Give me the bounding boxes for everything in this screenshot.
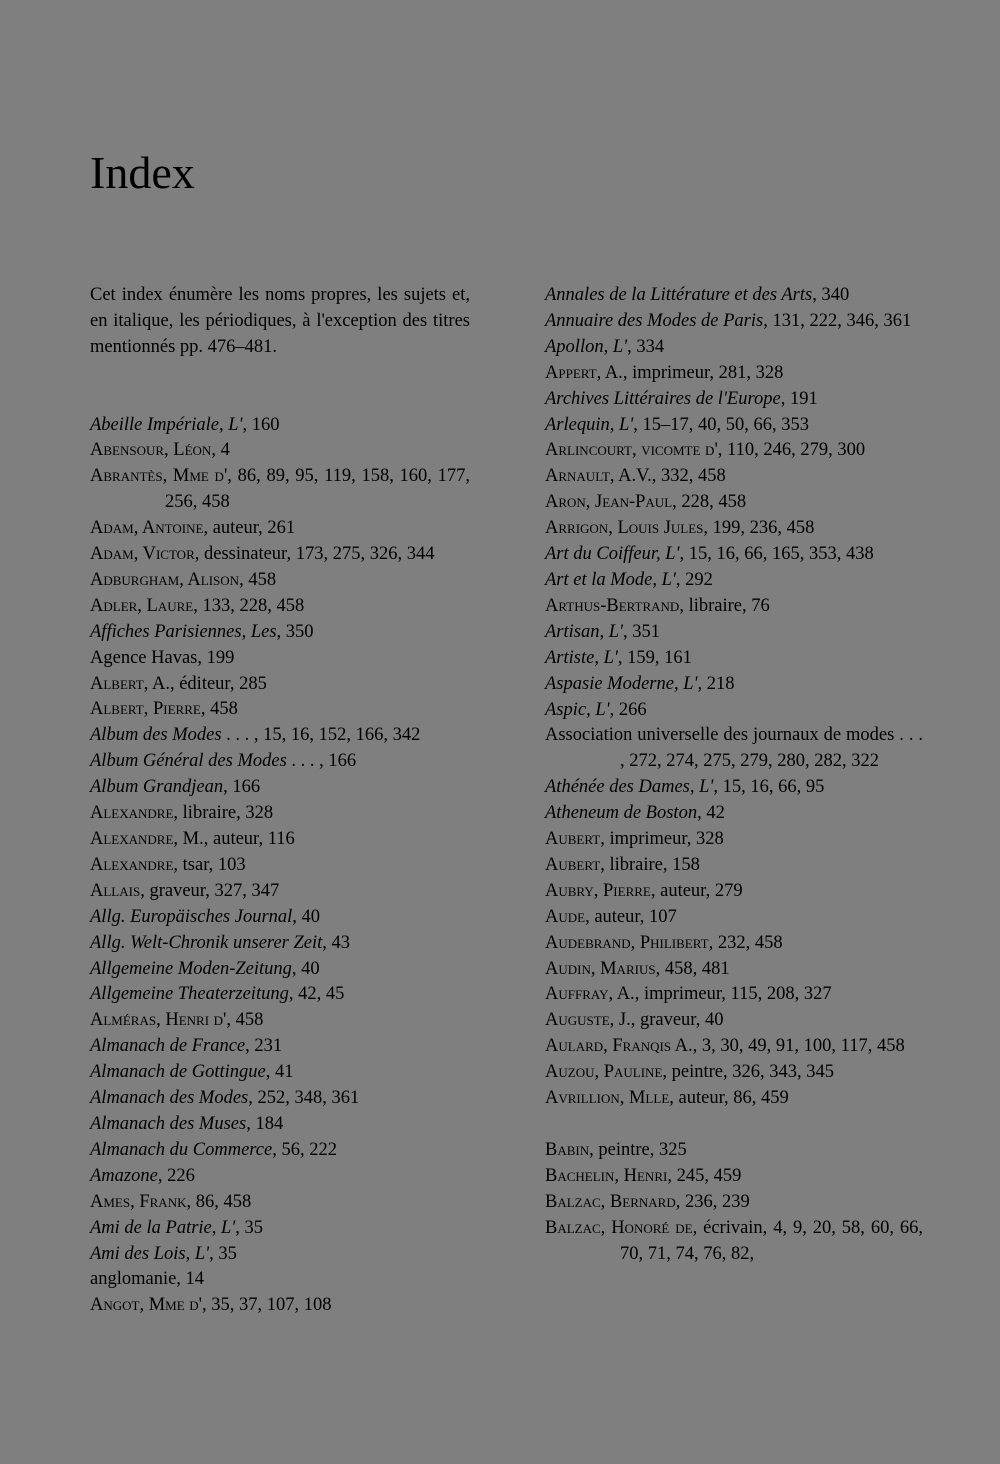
index-entry-rest: , peintre, 325	[589, 1139, 687, 1160]
index-entry	[90, 1293, 470, 1319]
index-entry	[90, 413, 470, 439]
index-entry	[90, 1034, 470, 1060]
index-entry	[545, 464, 923, 490]
index-entry-sc: Adler, Laure	[90, 595, 194, 616]
index-entry	[90, 775, 470, 801]
index-entry-italic: Art et la Mode, L'	[545, 569, 676, 590]
index-entry-italic: Amazone	[90, 1165, 158, 1186]
index-entry	[90, 1086, 470, 1112]
index-entry-sc: Arlincourt, vicomte d'	[545, 440, 718, 461]
index-entry-rest: , 160	[242, 414, 280, 435]
index-entry-rest: , 133, 228, 458	[193, 595, 305, 616]
index-entry	[90, 827, 470, 853]
index-entry-sc: Alexandre	[90, 854, 174, 875]
index-entry-rest: , 35	[235, 1217, 264, 1238]
index-entry-italic: Almanach du Commerce	[90, 1139, 273, 1160]
index-entry	[545, 620, 923, 646]
index-entry	[90, 801, 470, 827]
index-intro: Cet index énumère les noms propres, les sujets et, en italique, les périodiques, à l'exception des titres mentionnés pp. 476–481.	[90, 285, 470, 357]
index-entry	[545, 931, 923, 957]
index-entry-sc: Balzac, Honoré de	[545, 1217, 693, 1238]
index-entry	[545, 672, 923, 698]
index-entry-plain: Agence Havas, 199	[90, 647, 235, 668]
index-entry	[90, 672, 470, 698]
index-entry	[90, 1267, 470, 1293]
index-entry	[545, 853, 923, 879]
index-entry-rest: . . . , 166	[286, 751, 357, 772]
index-entry	[90, 982, 470, 1008]
index-entry	[90, 542, 470, 568]
index-entry-italic: Allg. Europäisches Journal	[90, 906, 293, 927]
index-entry-sc: Audebrand, Philibert	[545, 932, 709, 953]
index-entry-rest: , auteur, 116	[203, 829, 295, 849]
index-entry	[545, 879, 923, 905]
index-entry-rest: , libraire, 158	[600, 854, 700, 875]
index-entry-italic: Allgemeine Theaterzeitung	[90, 984, 289, 1005]
index-entry-sc: Aubry, Pierre	[545, 880, 651, 901]
index-entry-sc: Abrantès, Mme d'	[90, 466, 228, 487]
index-entry-italic: Almanach de France	[90, 1036, 246, 1057]
index-entry	[90, 438, 470, 464]
index-entry-rest: , 86, 458	[186, 1191, 252, 1212]
index-entry-rest: , auteur, 261	[203, 518, 296, 539]
index-entry	[545, 283, 923, 309]
index-entry	[545, 1086, 923, 1112]
index-entry-rest: , libraire, 76	[679, 595, 770, 616]
page-title: Index	[90, 147, 195, 198]
index-entry-italic: Almanach des Modes	[90, 1088, 249, 1109]
index-entry-rest: , 56, 222	[272, 1139, 337, 1160]
index-entry	[545, 1034, 923, 1060]
index-entry-italic: Almanach de Gottingue	[90, 1062, 266, 1083]
index-entry	[90, 1190, 470, 1216]
index-entry-italic: Art du Coiffeur, L'	[545, 544, 680, 565]
index-entry	[90, 697, 470, 723]
index-entry	[545, 1060, 923, 1086]
index-entry	[90, 1216, 470, 1242]
index-entry	[545, 542, 923, 568]
index-entry-sc: Arnault, A.V.	[545, 466, 652, 487]
index-entry-italic: Album Grandjean	[90, 777, 224, 798]
index-entry	[545, 1008, 923, 1034]
index-entry-italic: Affiches Parisiennes, Les	[90, 621, 277, 642]
index-entry	[545, 982, 923, 1008]
index-entry	[545, 1216, 923, 1268]
index-entry-rest: , imprimeur, 115, 208, 327	[634, 984, 832, 1005]
index-entry	[90, 1138, 470, 1164]
index-entry-rest: , tsar, 103	[173, 854, 246, 875]
index-entry-rest: , 4	[211, 440, 230, 461]
index-entry-italic: Allgemeine Moden-Zeitung	[90, 958, 292, 979]
index-entry-rest: , 334	[627, 336, 665, 357]
index-entry-sc: Adam, Antoine	[90, 518, 204, 539]
index-entry	[90, 1008, 470, 1034]
index-entry-rest: , éditeur, 285	[169, 673, 267, 694]
index-entry-sc: Babin	[545, 1139, 590, 1160]
index-entry-rest: , 350	[276, 621, 314, 642]
index-entry-italic: Archives Littéraires de l'Europe	[545, 388, 781, 409]
index-entry	[90, 931, 470, 957]
index-entry-rest: , 41	[265, 1062, 294, 1083]
index-entry	[545, 775, 923, 801]
index-entry-sc: Appert, A.	[545, 362, 623, 383]
index-entry-rest: , 159, 161	[617, 647, 692, 668]
index-entry-rest: , 218	[697, 673, 735, 694]
index-entry	[90, 516, 470, 542]
index-entry-rest: , écrivain, 4, 9, 20, 58, 60, 66, 70, 71, 74, 76, 82,	[620, 1217, 923, 1264]
index-entry-rest: , 42	[697, 803, 725, 824]
index-entry-rest: , 458	[226, 1010, 264, 1031]
index-entry-rest: , 266	[609, 699, 647, 720]
index-entry	[545, 438, 923, 464]
index-entry-rest: , 131, 222, 346, 361	[763, 310, 912, 331]
index-entry	[90, 879, 470, 905]
index-entry-rest: , 458	[239, 569, 277, 590]
index-entry-rest: , 458	[200, 699, 238, 720]
index-entry-italic: Almanach des Muses	[90, 1113, 247, 1134]
index-entry-sc: Aubert	[545, 854, 601, 875]
index-entry	[545, 723, 923, 775]
index-entry-sc: Alexandre, M.	[90, 829, 204, 849]
index-entry	[90, 464, 470, 516]
index-entry-sc: Audin, Marius	[545, 958, 656, 979]
index-entry-italic: Apollon, L'	[545, 336, 628, 357]
index-entry-rest: , 228, 458	[672, 492, 747, 513]
index-entry-sc: Adburgham, Alison	[90, 569, 240, 590]
index-entry-rest: , 340	[812, 285, 850, 305]
index-entry-sc: Auguste, J.	[545, 1010, 631, 1031]
index-entry-italic: Annales de la Littérature et des Arts	[545, 285, 813, 305]
index-entry-sc: Adam, Victor	[90, 544, 195, 565]
index-entry-italic: Ami des Lois, L'	[90, 1243, 210, 1264]
index-entry	[90, 853, 470, 879]
index-entry-rest: . . . , 15, 16, 152, 166, 342	[221, 725, 421, 746]
index-entry-rest: , 199, 236, 458	[703, 518, 815, 539]
index-entry	[90, 749, 470, 775]
index-entry-sc: Arthus-Bertrand	[545, 595, 680, 616]
index-entry-italic: Album des Modes	[90, 725, 222, 746]
index-entry-sc: Aron, Jean-Paul	[545, 492, 673, 513]
index-entry-rest: , 15, 16, 66, 165, 353, 438	[679, 544, 874, 565]
index-entry-rest: , libraire, 328	[173, 803, 274, 824]
index-entry-rest: , 40	[292, 906, 321, 927]
index-entry-rest: , 35, 37, 107, 108	[202, 1295, 332, 1316]
index-entry-sc: Albert, Pierre	[90, 699, 201, 720]
index-entry-rest: , 332, 458	[651, 466, 726, 487]
index-entry	[90, 568, 470, 594]
index-entry	[90, 723, 470, 749]
index-entry-rest: , auteur, 86, 459	[669, 1088, 789, 1109]
index-entry-sc: Balzac, Bernard	[545, 1191, 676, 1212]
index-entry-sc: Bachelin, Henri	[545, 1165, 668, 1186]
index-entry-rest: , auteur, 107	[585, 906, 677, 927]
index-entry-sc: Aude	[545, 906, 586, 927]
index-entry-sc: Abensour, Léon	[90, 440, 212, 461]
index-entry-rest: , 236, 239	[675, 1191, 750, 1212]
index-entry	[545, 905, 923, 931]
index-entry-sc: Alméras, Henri d'	[90, 1010, 227, 1031]
index-entry-italic: Atheneum de Boston	[545, 803, 698, 824]
index-entry-plain: anglomanie, 14	[90, 1269, 205, 1290]
index-entry	[90, 957, 470, 983]
index-entry	[545, 594, 923, 620]
index-entry-italic: Allg. Welt-Chronik unserer Zeit	[90, 932, 323, 953]
index-entry	[545, 957, 923, 983]
index-entry-rest: , 3, 30, 49, 91, 100, 117, 458	[692, 1036, 905, 1057]
index-entry-rest: , imprimeur, 328	[600, 829, 724, 850]
spacer	[545, 1112, 923, 1138]
index-entry	[90, 905, 470, 931]
index-entry-sc: Avrillion, Mlle	[545, 1088, 670, 1109]
index-entry-rest: , 86, 89, 95, 119, 158, 160, 177, 256, 458	[165, 466, 470, 513]
index-entry-rest: , 166	[223, 777, 261, 798]
index-entry-italic: Annuaire des Modes de Paris	[545, 310, 764, 331]
index-column-right	[545, 283, 923, 1267]
index-entry-italic: Artisan, L'	[545, 621, 623, 642]
index-entry-rest: , 42, 45	[288, 984, 345, 1005]
index-entry	[90, 620, 470, 646]
index-entry	[545, 309, 923, 335]
index-entry-sc: Aubert	[545, 829, 601, 850]
index-entry-rest: , 458, 481	[655, 958, 730, 979]
index-entry	[545, 490, 923, 516]
index-entry-rest: , graveur, 327, 347	[140, 880, 280, 901]
index-entry-italic: Aspasie Moderne, L'	[545, 673, 698, 694]
index-entry-italic: Ami de la Patrie, L'	[90, 1217, 236, 1238]
index-entry	[545, 827, 923, 853]
index-entry	[545, 413, 923, 439]
index-entry-rest: , auteur, 279	[650, 880, 743, 901]
index-entry-plain: Association universelle des journaux de modes . . . , 272, 274, 275, 279, 280, 282, 322	[545, 725, 923, 772]
index-entry-sc: Albert, A.	[90, 673, 170, 694]
index-entry-rest: , 245, 459	[667, 1165, 742, 1186]
index-entry-italic: Athénée des Dames, L'	[545, 777, 714, 798]
index-entry	[545, 1164, 923, 1190]
index-entry-rest: , 15–17, 40, 50, 66, 353	[633, 414, 809, 435]
index-entry	[90, 646, 470, 672]
index-entry	[90, 594, 470, 620]
index-entry-rest: , 15, 16, 66, 95	[713, 777, 825, 798]
index-entry-rest: , imprimeur, 281, 328	[622, 362, 784, 383]
index-entry	[545, 568, 923, 594]
index-entry	[545, 516, 923, 542]
index-entry	[90, 1060, 470, 1086]
index-entry-italic: Artiste, L'	[545, 647, 618, 668]
index-entry-rest: , 226	[157, 1165, 195, 1186]
index-entry-sc: Aulard, Franqis A.	[545, 1036, 693, 1057]
index-entry-italic: Aspic, L'	[545, 699, 610, 720]
index-entry-sc: Angot, Mme d'	[90, 1295, 203, 1316]
index-entry-sc: Allais	[90, 880, 141, 901]
index-entry	[90, 1242, 470, 1268]
index-entry-rest: , 35	[209, 1243, 237, 1264]
index-entry-rest: , 231	[245, 1036, 283, 1057]
index-entry-italic: Album Général des Modes	[90, 751, 287, 772]
index-entry-rest: , dessinateur, 173, 275, 326, 344	[194, 544, 435, 565]
index-entry	[545, 1138, 923, 1164]
index-entry-sc: Auzou, Pauline	[545, 1062, 663, 1083]
index-entry	[545, 335, 923, 361]
index-entry-rest: , 252, 348, 361	[248, 1088, 360, 1109]
index-entry-rest: , 191	[780, 388, 818, 409]
index-entry	[545, 387, 923, 413]
index-list-left	[90, 413, 470, 1320]
index-entry-rest: , 351	[622, 621, 660, 642]
index-entry-sc: Arrigon, Louis Jules	[545, 518, 704, 539]
index-entry-rest: , 110, 246, 279, 300	[717, 440, 866, 461]
index-entry-rest: , 232, 458	[708, 932, 783, 953]
index-entry-italic: Arlequin, L'	[545, 414, 634, 435]
index-entry-rest: , 184	[246, 1113, 284, 1134]
index-entry-italic: Abeille Impériale, L'	[90, 414, 243, 435]
index-list-right	[545, 283, 923, 1267]
index-entry	[545, 698, 923, 724]
index-entry-rest: , 292	[675, 569, 713, 590]
index-entry-rest: , peintre, 326, 343, 345	[662, 1062, 835, 1083]
index-entry-sc: Auffray, A.	[545, 984, 635, 1005]
index-entry	[90, 1112, 470, 1138]
index-entry	[545, 646, 923, 672]
index-entry	[545, 801, 923, 827]
index-entry-rest: , 43	[322, 932, 351, 953]
index-entry-sc: Alexandre	[90, 803, 174, 824]
index-entry-rest: , 40	[291, 958, 320, 979]
index-entry	[545, 1190, 923, 1216]
index-entry	[90, 1164, 470, 1190]
index-entry-rest: , graveur, 40	[630, 1010, 724, 1031]
spacer	[90, 387, 470, 413]
index-entry-sc: Ames, Frank	[90, 1191, 187, 1212]
index-column-left	[90, 283, 470, 1319]
index-entry	[545, 361, 923, 387]
